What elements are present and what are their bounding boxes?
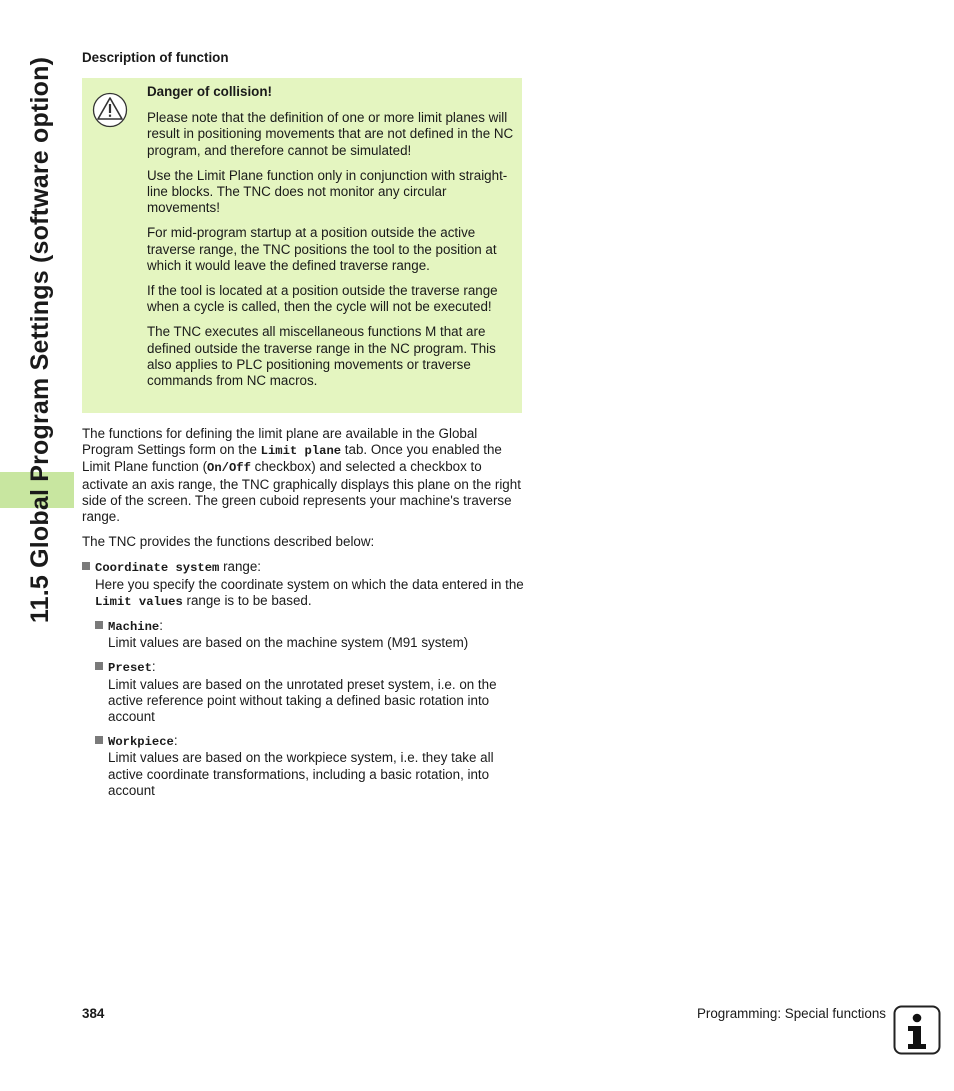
chapter-title: Programming: Special functions bbox=[696, 1006, 886, 1021]
warning-paragraph: For mid-program startup at a position outside the active traverse range, the TNC positions the tool to the position at which it would leave the defined traverse range. bbox=[147, 225, 497, 273]
list-item: Workpiece: Limit values are based on the workpiece system, i.e. they take all active coordinate transformations, including a basic rotation, into account bbox=[95, 733, 524, 799]
warning-title: Danger of collision! bbox=[147, 84, 272, 99]
list-item: Machine: Limit values are based on the machine system (M91 system) bbox=[95, 618, 524, 651]
section-heading: Description of function bbox=[82, 50, 229, 65]
option-code: Workpiece bbox=[108, 735, 174, 750]
intro-paragraph bbox=[82, 426, 524, 525]
bullet-square-icon bbox=[95, 662, 103, 670]
bullet-square-icon bbox=[95, 621, 103, 629]
coordinate-system-item bbox=[82, 559, 524, 610]
tab-name-code: Limit plane bbox=[260, 444, 342, 459]
warning-paragraph: The TNC executes all miscellaneous functions M that are defined outside the traverse range in the NC program. This also applies to PLC positioning movements or traverse commands from NC macros. bbox=[147, 324, 496, 389]
limit-values-code: Limit values bbox=[95, 594, 183, 609]
option-desc: Limit values are based on the unrotated preset system, i.e. on the active reference point without taking a defined basic rotation into account bbox=[108, 676, 497, 725]
coordinate-system-desc bbox=[82, 577, 524, 610]
main-body bbox=[82, 426, 524, 807]
warning-paragraph: If the tool is located at a position outside the traverse range when a cycle is called, then the cycle will not be executed! bbox=[147, 283, 498, 315]
info-icon bbox=[893, 1005, 941, 1055]
list-item: Preset: Limit values are based on the unrotated preset system, i.e. on the active reference point without taking a defined basic rotation into account bbox=[95, 659, 524, 725]
option-desc: Limit values are based on the workpiece system, i.e. they take all active coordinate transformations, including a basic rotation, into account bbox=[108, 750, 494, 798]
text-run: Here you specify the coordinate system on which the data entered in the bbox=[95, 576, 524, 592]
bullet-square-icon bbox=[82, 562, 90, 570]
coordinate-system-code: Coordinate system bbox=[95, 561, 220, 576]
option-code: Preset bbox=[108, 661, 152, 676]
warning-paragraph: Please note that the definition of one or more limit planes will result in positioning movements that are not defined in the NC program, and therefore cannot be simulated! bbox=[147, 110, 514, 158]
text-run: The functions for defining the limit plane are available in the Global Program Settings form on the bbox=[82, 426, 478, 458]
option-desc: Limit values are based on the machine system (M91 system) bbox=[108, 635, 469, 651]
intro-paragraph-2: The TNC provides the functions described below: bbox=[82, 534, 375, 550]
warning-paragraph: Use the Limit Plane function only in conjunction with straight-line blocks. The TNC does not monitor any circular movements! bbox=[147, 167, 508, 216]
page-number: 384 bbox=[82, 1006, 105, 1021]
text-run: tab. Once you enabled the Limit Plane function ( bbox=[82, 442, 502, 475]
text-run: range: bbox=[219, 559, 262, 575]
section-title-text: 11.5 Global Program Settings (software option) bbox=[25, 56, 54, 624]
text-run: range is to be based. bbox=[182, 592, 312, 608]
bullet-square-icon bbox=[95, 736, 103, 744]
option-code: Machine bbox=[108, 620, 160, 635]
text-run: checkbox) and selected a checkbox to activate an axis range, the TNC graphically displays this plane on the right side of the screen. The green cuboid represents your machine's traverse range. bbox=[82, 459, 521, 525]
checkbox-name-code: On/Off bbox=[207, 461, 251, 476]
warning-triangle-icon bbox=[92, 92, 128, 128]
warning-box bbox=[82, 78, 522, 413]
